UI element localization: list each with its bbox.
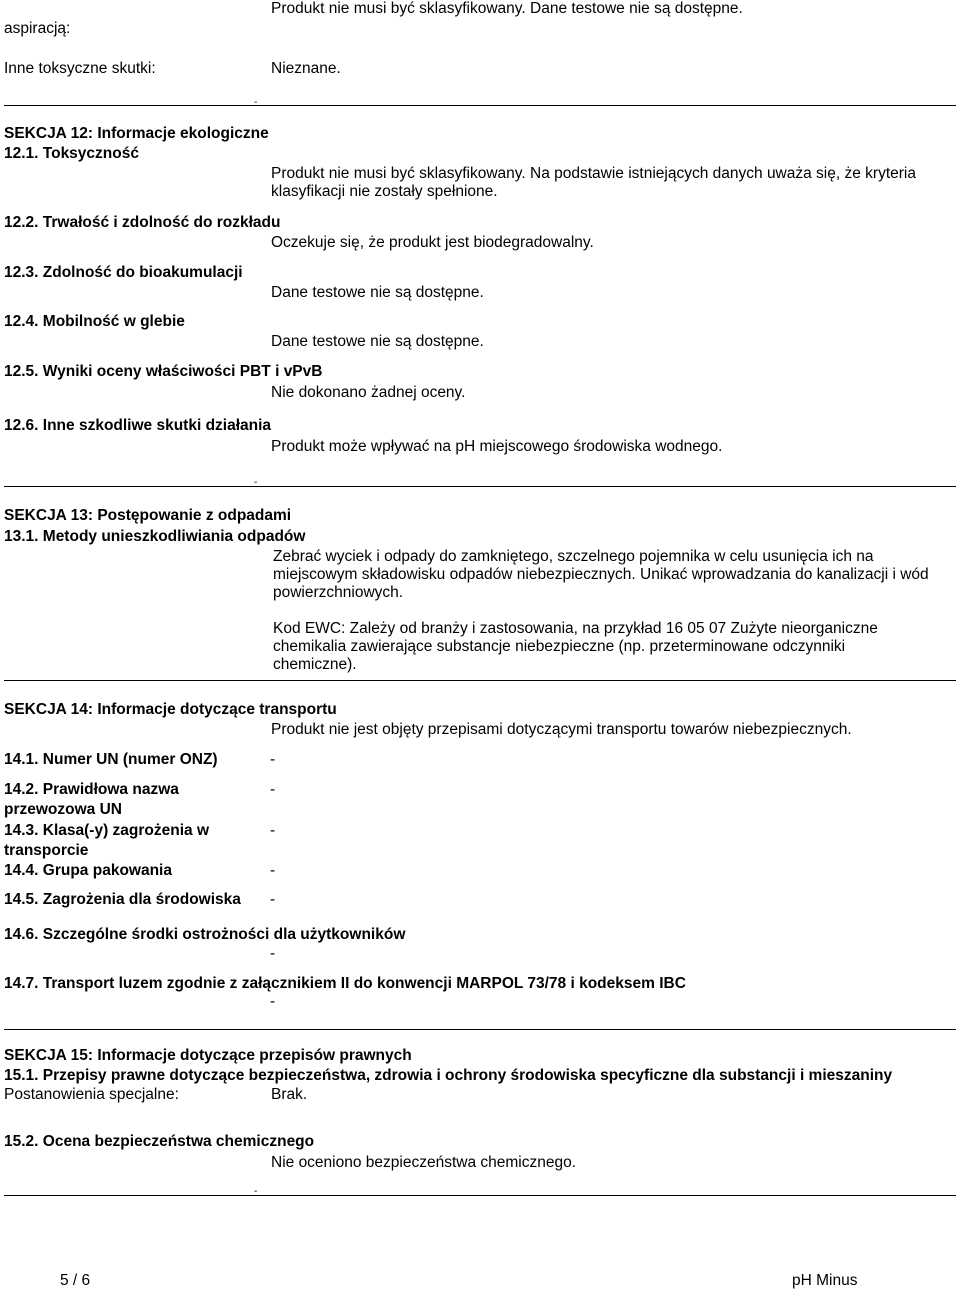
subsection-12-6-value: Produkt może wpływać na pH miejscowego środowiska wodnego. (271, 438, 723, 455)
shipping-name-label-2: przewozowa UN (4, 801, 122, 818)
user-precautions-label: 14.6. Szczególne środki ostrożności dla użytkowników (4, 926, 406, 943)
special-provisions-label: Postanowienia specjalne: (4, 1086, 179, 1103)
section-divider (4, 486, 956, 487)
subsection-12-1-line2: klasyfikacji nie zostały spełnione. (271, 183, 498, 200)
other-toxic-label: Inne toksyczne skutki: (4, 60, 156, 77)
ewc-line3: chemiczne). (273, 656, 357, 673)
section-divider (4, 680, 956, 681)
packing-group-value: - (270, 862, 276, 879)
section-divider (4, 1195, 956, 1196)
other-toxic-value: Nieznane. (271, 60, 341, 77)
subsection-12-3-value: Dane testowe nie są dostępne. (271, 284, 484, 301)
subsection-12-4-title: 12.4. Mobilność w glebie (4, 313, 185, 330)
un-number-label: 14.1. Numer UN (numer ONZ) (4, 751, 218, 768)
rule-dash: - (254, 97, 258, 108)
hazard-class-label-1: 14.3. Klasa(-y) zagrożenia w (4, 822, 210, 839)
transport-intro: Produkt nie jest objęty przepisami dotyczącymi transportu towarów niebezpiecznych. (271, 721, 852, 738)
subsection-12-6-title: 12.6. Inne szkodliwe skutki działania (4, 417, 272, 434)
subsection-12-2-value: Oczekuje się, że produkt jest biodegradowalny. (271, 234, 594, 251)
ewc-line2: chemikalia zawierające substancje niebezpieczne (np. przeterminowane odczynniki (273, 638, 846, 655)
subsection-12-1-title: 12.1. Toksyczność (4, 145, 139, 162)
subsection-12-4-value: Dane testowe nie są dostępne. (271, 333, 484, 350)
subsection-12-2-title: 12.2. Trwałość i zdolność do rozkładu (4, 214, 281, 231)
subsection-12-3-title: 12.3. Zdolność do bioakumulacji (4, 264, 243, 281)
hazard-class-label-2: transporcie (4, 842, 89, 859)
disposal-line1: Zebrać wyciek i odpady do zamkniętego, szczelnego pojemnika w celu usunięcia ich na (273, 548, 874, 565)
disposal-line3: powierzchniowych. (273, 584, 404, 601)
section-14-title: SEKCJA 14: Informacje dotyczące transportu (4, 701, 337, 718)
env-hazard-value: - (270, 891, 276, 908)
section-divider (4, 1029, 956, 1030)
packing-group-label: 14.4. Grupa pakowania (4, 862, 172, 879)
shipping-name-label-1: 14.2. Prawidłowa nazwa (4, 781, 179, 798)
section-15-title: SEKCJA 15: Informacje dotyczące przepisów prawnych (4, 1047, 412, 1064)
product-name: pH Minus (792, 1272, 858, 1289)
hazard-class-value: - (270, 822, 276, 839)
section-12-title: SEKCJA 12: Informacje ekologiczne (4, 125, 269, 142)
rule-dash: - (254, 477, 258, 488)
section-divider (4, 105, 956, 106)
ewc-line1: Kod EWC: Zależy od branży i zastosowania, na przykład 16 05 07 Zużyte nieorganiczne (273, 620, 878, 637)
subsection-12-5-title: 12.5. Wyniki oceny właściwości PBT i vPvB (4, 363, 323, 380)
rule-dash: - (254, 1186, 258, 1197)
subsection-15-2-value: Nie oceniono bezpieczeństwa chemicznego. (271, 1154, 577, 1171)
subsection-12-1-line1: Produkt nie musi być sklasyfikowany. Na podstawie istniejących danych uważa się, że kryteria (271, 165, 916, 182)
shipping-name-value: - (270, 781, 276, 798)
subsection-15-1-title: 15.1. Przepisy prawne dotyczące bezpieczeństwa, zdrowia i ochrony środowiska specyficzne dla substancji i mieszaniny (4, 1067, 893, 1084)
page-number: 5 / 6 (60, 1272, 91, 1289)
disposal-line2: miejscowym składowisku odpadów niebezpiecznych. Unikać wprowadzania do kanalizacji i wód (273, 566, 929, 583)
special-provisions-value: Brak. (271, 1086, 308, 1103)
subsection-12-5-value: Nie dokonano żadnej oceny. (271, 384, 466, 401)
section-13-title: SEKCJA 13: Postępowanie z odpadami (4, 507, 292, 524)
aspiration-label: aspiracją: (4, 20, 71, 37)
user-precautions-value: - (270, 945, 276, 962)
un-number-value: - (270, 751, 276, 768)
subsection-13-1-title: 13.1. Metody unieszkodliwiania odpadów (4, 528, 306, 545)
subsection-15-2-title: 15.2. Ocena bezpieczeństwa chemicznego (4, 1133, 315, 1150)
marpol-value: - (270, 993, 276, 1010)
env-hazard-label: 14.5. Zagrożenia dla środowiska (4, 891, 241, 908)
marpol-label: 14.7. Transport luzem zgodnie z załącznikiem II do konwencji MARPOL 73/78 i kodeksem IBC (4, 975, 686, 992)
aspiration-value: Produkt nie musi być sklasyfikowany. Dane testowe nie są dostępne. (271, 0, 743, 17)
